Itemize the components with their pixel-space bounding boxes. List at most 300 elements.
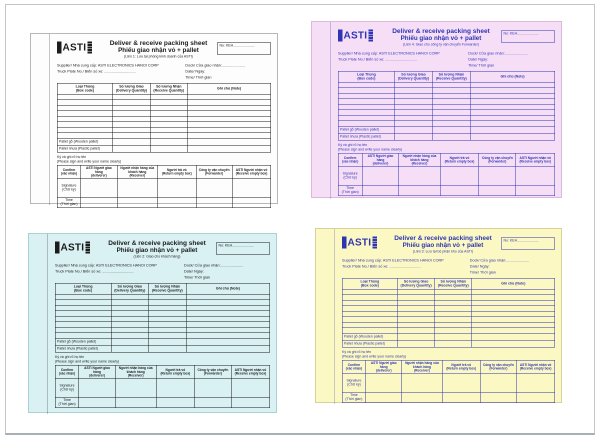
row-label-line: Signature (61, 184, 77, 188)
header-line: (Receive Quantity) (153, 88, 185, 93)
signature-row (57, 179, 271, 198)
empty-cell (472, 340, 555, 347)
pallet-row-label: Pallet nhựa (Plastic pallet) (55, 345, 111, 352)
empty-cell (149, 338, 187, 345)
header-receive-empty-box (232, 165, 270, 179)
header-line: Loại Thùng (75, 84, 95, 89)
sheet-header (342, 233, 555, 254)
empty-cell (195, 397, 231, 408)
sheet-content (342, 233, 555, 400)
pallet-row (55, 338, 270, 345)
empty-cell (186, 345, 270, 352)
pallet-row-label: Pallet nhựa (Plastic pallet) (57, 145, 113, 152)
truck-plate-line: Truck Plate No./ Biển số xe: .............................. (55, 268, 134, 274)
empty-cell (187, 145, 270, 152)
header-note (472, 278, 555, 289)
asti-logo-right-block (85, 242, 90, 254)
empty-cell (435, 340, 472, 347)
header-note (470, 71, 554, 82)
row-label-line: Time (350, 393, 358, 398)
quantities-table (338, 71, 555, 141)
header-line: Người nhận hàng của khách hàng (118, 366, 153, 374)
document-number-box (501, 238, 555, 250)
header-line: (Box code) (74, 288, 93, 293)
signature-row-label (342, 392, 365, 403)
header-line: Người trả vỏ (451, 363, 472, 368)
header-line: (deliverer) (375, 369, 392, 373)
empty-cell (432, 126, 470, 133)
sign-instruction-vietnamese: Ký và ghi rõ họ tên (57, 155, 87, 160)
header-line: ASTI Người nhận vỏ (519, 363, 552, 368)
header-return-empty-box (442, 360, 480, 374)
header-line: Confirm (347, 363, 361, 368)
empty-cell (362, 167, 399, 186)
header-line: Số lượng Nhận (156, 84, 182, 89)
empty-cell (158, 197, 196, 208)
row-label-line: Time (65, 198, 73, 203)
supplier-line: Supplier/ Nhà cung cấp: ASTI ELECTRONICS HANOI CORP (57, 63, 159, 68)
row-label-line: (Thời gian) (58, 402, 76, 407)
document-number-label: No: KEH...................... (503, 239, 539, 243)
header-line: (Receiver) (129, 174, 146, 178)
header-receive-quantity (150, 83, 187, 94)
empty-cell (435, 333, 472, 340)
date-line: Date/ Ngày: (468, 56, 489, 62)
header-line: (Delivery Quantity) (400, 283, 432, 288)
empty-cell (79, 379, 115, 398)
sign-instruction (57, 155, 271, 164)
asti-logo (57, 42, 100, 54)
sign-instruction-english: (Please sign and write your name clearly) (342, 355, 407, 359)
header-line: Người nhận hàng của khách hàng (405, 361, 439, 369)
date-line: Date/ Ngày: (184, 268, 204, 274)
empty-cell (398, 340, 435, 347)
time-row (338, 185, 555, 196)
title-block (381, 27, 501, 47)
empty-cell (440, 167, 479, 186)
pallet-row (342, 333, 555, 340)
empty-cell (470, 133, 554, 140)
form-title-vietnamese: Phiếu giao nhận vỏ + pallet (118, 46, 199, 54)
header-line: (Receive empty box) (519, 160, 552, 164)
tear-off-stub-divider (50, 34, 51, 205)
signature-row-label (55, 379, 79, 398)
header-line: (Delivery Quantity) (397, 76, 430, 81)
empty-cell (111, 338, 149, 345)
header-deliverer (362, 153, 399, 167)
row-label-line: (Chữ ký) (343, 176, 357, 180)
header-forwarder (196, 165, 232, 179)
header-line: (xác nhận) (58, 372, 76, 376)
empty-cell (111, 345, 149, 352)
header-forwarder (480, 360, 516, 374)
empty-cell (440, 185, 479, 196)
empty-cell (156, 379, 195, 398)
empty-cell (186, 338, 270, 345)
header-line: Người nhận hàng của khách hàng (402, 154, 437, 162)
empty-cell (479, 167, 516, 186)
date-line: Date/ Ngày: (469, 263, 490, 269)
header-box-code (338, 71, 394, 82)
row-label-line: (Thời gian) (345, 397, 363, 402)
title-block (385, 234, 501, 254)
header-line: Ghi chú (Note) (215, 286, 240, 291)
packing-sheet-copy (315, 228, 562, 403)
header-line: (xác nhận) (345, 367, 363, 371)
header-line: Ghi chú (Note) (501, 281, 526, 286)
empty-cell (232, 179, 270, 198)
form-title-vietnamese: Phiếu giao nhận vỏ + pallet (402, 241, 484, 249)
sign-instruction (338, 143, 555, 152)
header-line: (Return empty box) (444, 160, 475, 164)
header-line: Công ty vận chuyển (481, 156, 513, 161)
empty-cell (442, 374, 480, 393)
time-line: Time/ Thời gian (469, 269, 496, 275)
empty-cell (472, 333, 555, 340)
empty-cell (479, 185, 516, 196)
asti-logo-right-block (372, 237, 377, 249)
tear-off-stub-divider (48, 234, 49, 414)
header-line: (Forwarder) (205, 172, 224, 176)
header-line: Loại Thùng (360, 279, 380, 284)
asti-logo (55, 242, 98, 254)
header-line: Số lượng Nhận (438, 72, 465, 77)
header-line: (Receive Quantity) (437, 283, 469, 288)
row-label-line: Signature (346, 379, 362, 383)
empty-cell (156, 397, 195, 408)
header-line: Confirm (60, 368, 74, 373)
header-line: Số lượng Giao (401, 72, 426, 77)
row-label-line: Signature (342, 172, 358, 176)
asti-logo-left-block (342, 237, 347, 249)
header-note (187, 83, 270, 94)
header-line: ASTI Người giao hàng (370, 361, 397, 369)
asti-logo-left-block (55, 242, 60, 254)
header-return-empty-box (156, 365, 195, 379)
signature-table (55, 365, 270, 408)
sign-instruction (55, 355, 270, 364)
pallet-row-label: Pallet gỗ (Wooden pallet) (338, 126, 394, 133)
empty-cell (195, 379, 231, 398)
document-number-label: No: KEH...................... (219, 44, 255, 48)
header-line: ASTI Người giao hàng (84, 366, 110, 374)
time-row (55, 397, 270, 408)
empty-cell (150, 138, 187, 145)
empty-cell (117, 197, 158, 208)
signature-row-label (338, 167, 362, 186)
pallet-row-label: Pallet gỗ (Wooden pallet) (342, 333, 397, 340)
empty-cell (150, 145, 187, 152)
header-line: (xác nhận) (342, 160, 359, 164)
time-row (342, 392, 555, 403)
form-title-english: Deliver & receive packing sheet (394, 234, 492, 242)
header-confirm (342, 360, 365, 374)
header-forwarder (479, 153, 516, 167)
time-line: Time/ Thời gian (184, 274, 211, 280)
meta-left-column (342, 258, 470, 275)
header-line: ASTI Người nhận vỏ (235, 168, 268, 173)
date-line: Date/ Ngày: (185, 68, 206, 74)
pallet-row-label: Pallet gỗ (Wooden pallet) (55, 338, 111, 345)
header-line: (Receiver) (411, 162, 428, 166)
empty-cell (402, 374, 442, 393)
header-line: (Receive empty box) (519, 367, 552, 371)
header-line: (Return empty box) (161, 172, 192, 176)
asti-logo-right-block (368, 30, 373, 42)
sign-instruction (342, 350, 555, 359)
sheet-header (338, 26, 555, 47)
header-line: Số lượng Nhận (154, 284, 181, 289)
meta-right-column (468, 51, 555, 68)
dock-line: Dock/ Cửa giao nhận:...................... (468, 51, 528, 56)
signature-header-row (57, 165, 271, 179)
empty-cell (196, 197, 232, 208)
header-receive-quantity (435, 278, 472, 289)
header-line: Số lượng Nhận (440, 279, 466, 284)
copy-designation: (Liên 3: Lưu tại bộ phận kho của ASTI) (412, 250, 474, 254)
empty-cell (232, 197, 270, 208)
signature-header-row (338, 153, 555, 167)
document-number-box (216, 243, 270, 255)
sign-instruction-english: (Please sign and write your name clearly) (57, 160, 122, 164)
empty-cell (442, 392, 480, 403)
header-line: (xác nhận) (60, 172, 78, 176)
header-line: Người nhận hàng của khách hàng (120, 166, 155, 174)
empty-cell (432, 133, 470, 140)
meta-right-column (184, 263, 270, 280)
supplier-line: Supplier/ Nhà cung cấp: ASTI ELECTRONICS HANOI CORP (338, 51, 440, 56)
copy-designation: (Liên 1: Lưu tại phòng kinh doanh của ASTI) (124, 55, 193, 59)
header-line: (Return empty box) (446, 367, 477, 371)
signature-row (55, 379, 270, 398)
header-delivery-quantity (113, 83, 150, 94)
header-line: ASTI Người giao hàng (85, 166, 112, 174)
header-line: Số lượng Giao (119, 84, 144, 89)
header-line: (Receive empty box) (234, 372, 267, 376)
header-line: Công ty vận chuyển (197, 368, 229, 373)
meta-right-column (185, 63, 271, 80)
header-box-code (57, 83, 113, 94)
pallet-row (55, 345, 270, 352)
header-deliverer (366, 360, 402, 374)
signature-row (338, 167, 555, 186)
tear-off-stub-divider (331, 22, 332, 199)
header-line: (Return empty box) (160, 372, 191, 376)
meta-left-column (338, 51, 468, 68)
header-receiver (117, 165, 158, 179)
asti-logo-text: ASTI (60, 242, 85, 253)
form-title-vietnamese: Phiếu giao nhận vỏ + pallet (116, 246, 198, 254)
signature-table (57, 165, 271, 208)
time-line: Time/ Thời gian (468, 62, 495, 68)
pallet-row (338, 133, 555, 140)
row-label-line: (Thời gian) (60, 202, 78, 207)
form-title-english: Deliver & receive packing sheet (108, 239, 206, 247)
header-delivery-quantity (395, 71, 433, 82)
header-line: Số lượng Giao (117, 284, 143, 289)
sign-instruction-vietnamese: Ký và ghi rõ họ tên (342, 350, 372, 355)
signature-table (338, 153, 555, 196)
header-line: Công ty vận chuyển (482, 363, 514, 368)
meta-left-column (57, 63, 185, 80)
empty-cell (402, 392, 442, 403)
header-receive-quantity (149, 283, 187, 294)
meta-section (57, 63, 271, 80)
header-line: Ghi chú (Note) (217, 86, 242, 91)
meta-section (55, 263, 270, 280)
empty-cell (158, 179, 196, 198)
quantities-header-row (57, 83, 271, 94)
empty-cell (399, 167, 440, 186)
header-line: (deliverer) (372, 162, 389, 166)
packing-sheet-copy (311, 21, 562, 198)
empty-cell (115, 397, 156, 408)
asti-logo-left-block (57, 42, 62, 54)
pallet-row-label: Pallet nhựa (Plastic pallet) (338, 133, 394, 140)
header-line: Loại Thùng (356, 72, 376, 77)
empty-cell (398, 333, 435, 340)
header-receiver (402, 360, 442, 374)
quantities-header-row (342, 278, 555, 289)
header-line: Số lượng Giao (403, 279, 429, 284)
empty-cell (517, 374, 555, 393)
signature-row-label (55, 397, 79, 408)
sign-instruction-vietnamese: Ký và ghi rõ họ tên (338, 143, 368, 148)
signature-row-label (57, 197, 80, 208)
empty-cell (117, 179, 158, 198)
empty-cell (196, 179, 232, 198)
header-line: (Box code) (75, 88, 95, 93)
empty-cell (516, 185, 555, 196)
empty-cell (231, 397, 270, 408)
pallet-row (338, 126, 555, 133)
sheet-content (57, 38, 271, 207)
quantities-header-row (338, 71, 555, 82)
header-receive-empty-box (516, 153, 555, 167)
form-title-english: Deliver & receive packing sheet (109, 39, 208, 47)
header-line: Confirm (62, 168, 76, 173)
header-delivery-quantity (398, 278, 435, 289)
header-line: ASTI Người nhận vỏ (519, 156, 552, 161)
empty-cell (517, 392, 555, 403)
empty-cell (149, 345, 187, 352)
header-box-code (55, 283, 111, 294)
header-delivery-quantity (111, 283, 149, 294)
header-line: (deliverer) (89, 374, 105, 378)
quantities-table (57, 83, 271, 153)
header-line: (Receive Quantity) (435, 76, 467, 81)
meta-left-column (55, 263, 184, 280)
row-label-line: (Thời gian) (341, 190, 359, 195)
empty-cell (79, 397, 115, 408)
empty-cell (480, 374, 516, 393)
copy-designation: (Liên 4: Giao cho công ty vận chuyển Forwarder) (403, 43, 479, 47)
quantities-table (55, 283, 270, 353)
header-line: Ghi chú (Note) (500, 74, 525, 79)
row-label-line: (Chữ ký) (60, 388, 74, 392)
header-receive-empty-box (231, 365, 270, 379)
empty-cell (395, 133, 433, 140)
header-forwarder (195, 365, 231, 379)
header-receive-quantity (432, 71, 470, 82)
header-return-empty-box (158, 165, 196, 179)
sheet-content (338, 26, 555, 195)
dock-line: Dock/ Cửa giao nhận:...................... (185, 63, 245, 68)
row-label-line: Signature (59, 384, 75, 388)
row-label-line: Time (346, 186, 354, 191)
empty-cell (516, 167, 555, 186)
header-line: (Receive Quantity) (151, 288, 183, 293)
dock-line: Dock/ Cửa giao nhận:...................... (469, 258, 530, 263)
pallet-row-label: Pallet gỗ (Wooden pallet) (57, 138, 113, 145)
meta-section (342, 258, 555, 275)
form-title-english: Deliver & receive packing sheet (392, 27, 490, 35)
header-line: (Forwarder) (488, 160, 507, 164)
truck-plate-line: Truck Plate No./ Biển số xe: .............................. (338, 56, 417, 62)
signature-row-label (57, 179, 80, 198)
signature-header-row (342, 360, 555, 374)
empty-cell (395, 126, 433, 133)
header-line: (deliverer) (91, 174, 107, 178)
asti-logo-text: ASTI (347, 237, 372, 248)
header-line: (Box code) (360, 283, 379, 288)
empty-cell (81, 197, 117, 208)
empty-cell (399, 185, 440, 196)
header-line: (Receive empty box) (235, 172, 268, 176)
header-line: Người trả vỏ (165, 368, 186, 373)
header-line: ASTI Người nhận vỏ (234, 368, 267, 373)
signature-row (342, 374, 555, 393)
header-note (186, 283, 270, 294)
header-line: (Forwarder) (489, 367, 508, 371)
empty-cell (366, 392, 402, 403)
sheet-header (55, 238, 270, 259)
signature-row-label (342, 374, 365, 393)
header-receiver (115, 365, 156, 379)
header-line: (Delivery Quantity) (114, 288, 146, 293)
empty-cell (366, 374, 402, 393)
truck-plate-line: Truck Plate No./ Biển số xe: .............................. (342, 263, 421, 269)
sign-instruction-english: (Please sign and write your name clearly) (338, 148, 403, 152)
tear-off-stub-divider (335, 229, 336, 404)
pallet-row-label: Pallet nhựa (Plastic pallet) (342, 340, 397, 347)
header-line: Loại Thùng (73, 284, 93, 289)
signature-row-label (338, 185, 362, 196)
row-label-line: (Chữ ký) (62, 188, 76, 192)
signature-table (342, 360, 555, 403)
meta-section (338, 51, 555, 68)
pallet-row (57, 145, 271, 152)
quantities-table (342, 278, 555, 348)
meta-right-column (470, 258, 555, 275)
header-line: (Forwarder) (203, 372, 222, 376)
header-receive-empty-box (517, 360, 555, 374)
header-line: Người trả vỏ (449, 156, 470, 161)
sheet-content (55, 238, 270, 410)
empty-cell (113, 138, 150, 145)
row-label-line: Time (63, 398, 71, 403)
empty-cell (187, 138, 270, 145)
asti-logo (342, 237, 385, 249)
packing-sheet-copy (30, 33, 278, 207)
copy-designation: (Liên 2: Giao cho khách hàng) (133, 255, 181, 259)
document-number-label: No: KEH...................... (218, 244, 254, 248)
header-line: (Receiver) (414, 369, 430, 373)
empty-cell (113, 145, 150, 152)
asti-logo-left-block (338, 30, 343, 42)
sign-instruction-vietnamese: Ký và ghi rõ họ tên (55, 355, 85, 360)
header-line: (Delivery Quantity) (115, 88, 147, 93)
